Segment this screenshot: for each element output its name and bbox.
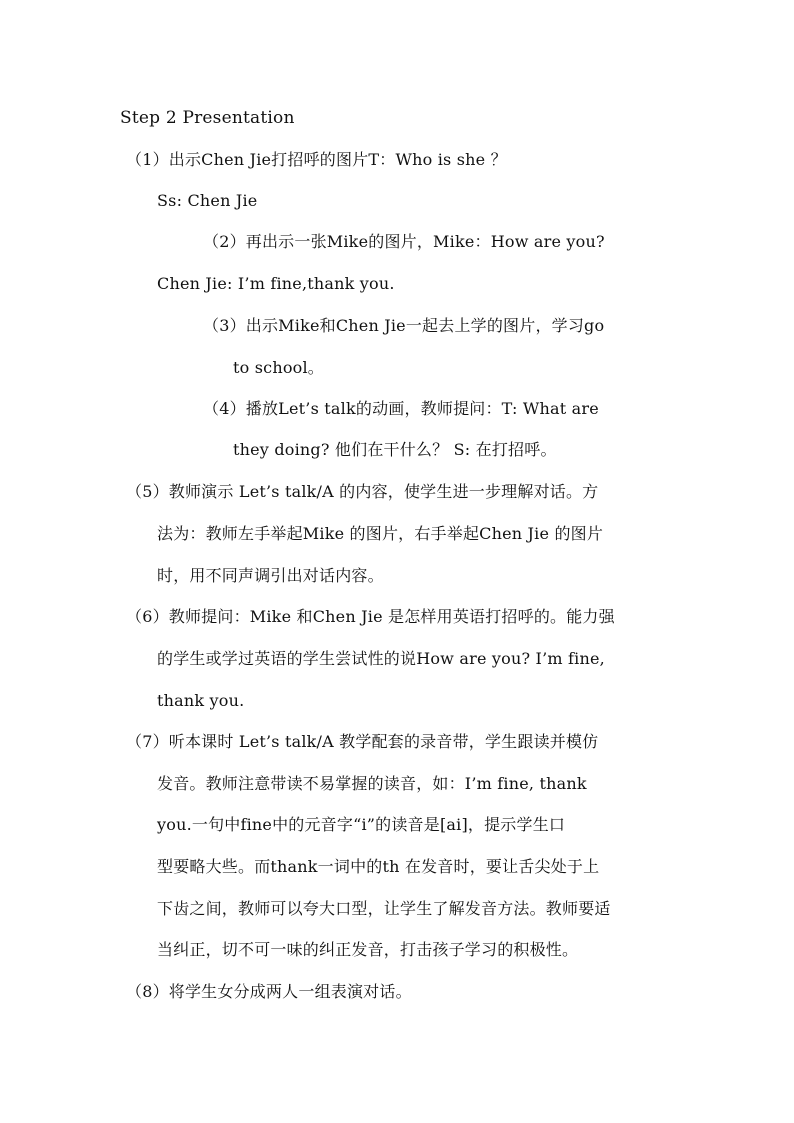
text-line: （3）出示Mike和Chen Jie一起去上学的图片，学习go (203, 316, 605, 335)
text-line: （4）播放Let’s talk的动画，教师提问：T: What are (203, 399, 599, 418)
text-line: 法为：教师左手举起Mike 的图片，右手举起Chen Jie 的图片 (157, 524, 604, 543)
section-heading: Step 2 Presentation (120, 108, 295, 128)
text-line: 的学生或学过英语的学生尝试性的说How are you? I’m fine, (157, 649, 605, 668)
text-line: 当纠正，切不可一味的纠正发音，打击孩子学习的积极性。 (157, 940, 579, 959)
text-line: （6）教师提问：Mike 和Chen Jie 是怎样用英语打招呼的。能力强 (126, 607, 615, 626)
text-line: 下齿之间，教师可以夸大口型，让学生了解发音方法。教师要适 (157, 899, 611, 918)
text-line: Chen Jie: I’m fine,thank you. (157, 274, 395, 293)
text-line: （2）再出示一张Mike的图片，Mike：How are you? (203, 232, 605, 251)
text-line: 发音。教师注意带读不易掌握的读音，如：I’m fine, thank (157, 774, 587, 793)
text-line: you.一句中fine中的元音字“i”的读音是[ai]，提示学生口 (157, 815, 566, 834)
text-line: （8）将学生女分成两人一组表演对话。 (126, 982, 412, 1001)
text-line: （7）听本课时 Let’s talk/A 教学配套的录音带，学生跟读并模仿 (126, 732, 599, 751)
text-line: 时，用不同声调引出对话内容。 (157, 566, 384, 585)
text-line: they doing? 他们在干什么？ S: 在打招呼。 (233, 440, 557, 459)
text-line: （1）出示Chen Jie打招呼的图片T：Who is she ？ (126, 150, 507, 169)
text-line: to school。 (233, 358, 325, 377)
text-line: （5）教师演示 Let’s talk/A 的内容，使学生进一步理解对话。方 (126, 482, 599, 501)
text-line: Ss: Chen Jie (157, 191, 258, 210)
text-line: 型要略大些。而thank一词中的th 在发音时，要让舌尖处于上 (157, 857, 600, 876)
text-line: thank you. (157, 691, 245, 710)
